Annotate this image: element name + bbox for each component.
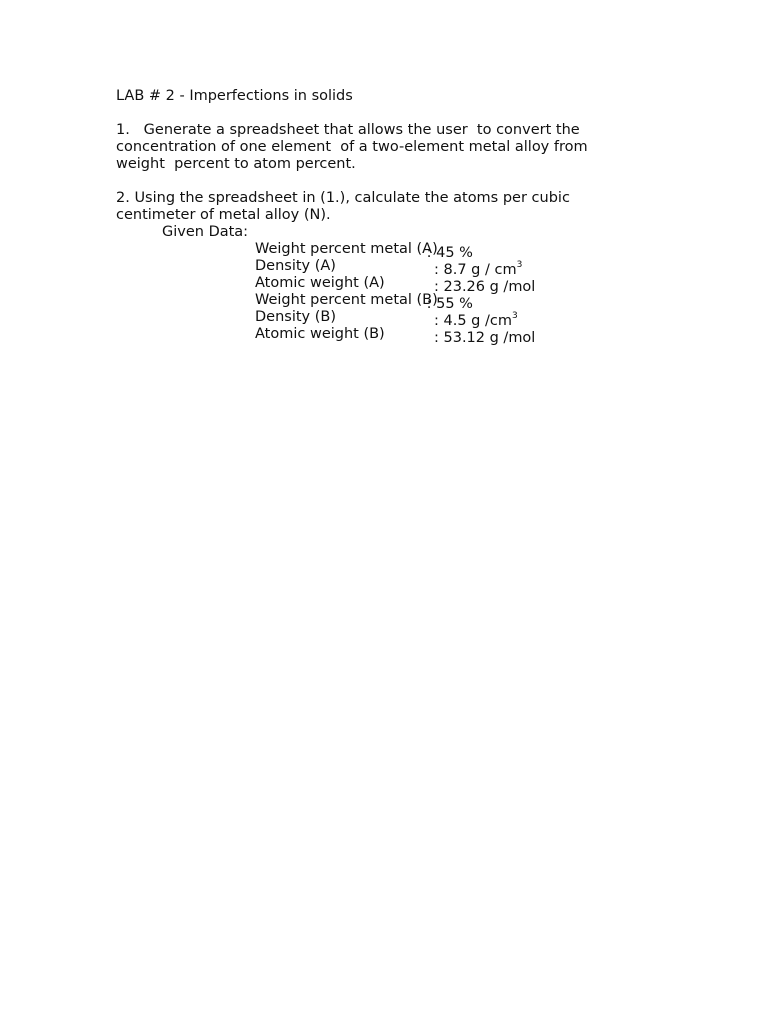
- question-1-line: concentration of one element of a two-element metal alloy from: [116, 139, 588, 155]
- given-data-label-text: Atomic weight (A): [255, 275, 385, 291]
- given-data-label-text: Atomic weight (B): [255, 326, 385, 342]
- given-data-value: : 45 %: [422, 244, 473, 261]
- given-data-label: Given Data:: [162, 224, 249, 240]
- given-data-value: : 4.5 g $/cm^3$: [434, 311, 518, 329]
- given-data-label-text: Weight percent metal (A): [255, 241, 438, 257]
- question-2-line: 2. Using the spreadsheet in (1.), calculate the atoms per cubic: [116, 190, 570, 206]
- given-data-label-text: Weight percent metal (B): [255, 292, 438, 308]
- given-data-value: : 8.7 g / $cm^3$: [434, 260, 523, 278]
- given-data-value: : 55 %: [422, 295, 473, 312]
- question-1-line: 1. Generate a spreadsheet that allows the user to convert the: [116, 122, 580, 138]
- given-data-value: : 53.12 g /mol: [434, 329, 536, 346]
- given-data-label-text: Density (B): [255, 309, 336, 325]
- question-1-line: weight percent to atom percent.: [116, 156, 356, 172]
- given-data-value: : 23.26 g /mol: [434, 278, 536, 295]
- question-2-line: centimeter of metal alloy (N).: [116, 207, 331, 223]
- given-data-label-text: Density (A): [255, 258, 336, 274]
- lab-title: LAB # 2 - Imperfections in solids: [116, 88, 353, 104]
